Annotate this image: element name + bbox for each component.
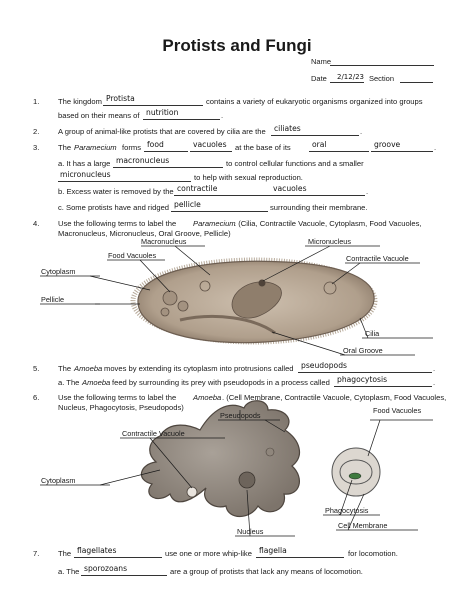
q7-blank2[interactable] (256, 557, 344, 558)
q5a-text: a. The (58, 378, 80, 387)
q3c-answer: pellicle (174, 200, 201, 209)
q2-end: . (360, 127, 363, 136)
label-pseudopods: Pseudopods (220, 411, 261, 420)
label-food-vacuoles: Food Vacuoles (108, 251, 157, 260)
food-vacuole-shape (161, 308, 169, 316)
q3-end: . (434, 143, 437, 152)
q3b-text: b. Excess water is removed by the (58, 187, 174, 196)
food-vacuole-shape (178, 301, 188, 311)
q5a-answer: phagocytosis (337, 375, 388, 384)
q7-blank1[interactable] (74, 557, 162, 558)
q7-text: The (58, 549, 72, 558)
q5-number: 5. (33, 364, 40, 373)
q3c-end: surrounding their membrane. (270, 203, 368, 212)
q5a-end: . (433, 378, 436, 387)
q1-number: 1. (33, 97, 40, 106)
q6-text2: . (Cell Membrane, Contractile Vacuole, Cytoplasm, Food Vacuoles, (222, 393, 447, 402)
label-cell-membrane: Cell Membrane (338, 521, 388, 530)
q3-number: 3. (33, 143, 40, 152)
q2-text: A group of animal-like protists that are covered by cilia are the (58, 127, 266, 136)
q2-answer: ciliates (274, 124, 301, 133)
q5-mid: moves by extending its cytoplasm into protrusions called (104, 364, 294, 373)
q5a-blank[interactable] (334, 386, 432, 387)
q6-italic: Amoeba (193, 393, 222, 402)
label-macronucleus: Macronucleus (141, 237, 187, 246)
q7-answer1: flagellates (77, 546, 117, 555)
q5-italic: Amoeba (74, 364, 103, 373)
label-phagocytosis: Phagocytosis (325, 506, 369, 515)
q3-text: The (58, 143, 72, 152)
nucleus-shape (239, 472, 255, 488)
q5-answer: pseudopods (301, 361, 347, 370)
q7a-answer: sporozoans (84, 564, 128, 573)
contractile-vacuole-shape (187, 487, 197, 497)
q3-mid: forms (122, 143, 141, 152)
q3a-text: a. It has a large (58, 159, 111, 168)
q5-end: . (433, 364, 436, 373)
q3b-answer1: contractile (177, 184, 218, 193)
q7a-end: are a group of protists that lack any means of locomotion. (170, 567, 363, 576)
date-label: Date (311, 74, 327, 83)
q7-number: 7. (33, 549, 40, 558)
label-cytoplasm: Cytoplasm (41, 267, 76, 276)
q3-mid2: at the base of its (235, 143, 291, 152)
q1-line2: based on their means of (58, 111, 140, 120)
label-contractile-vacuole: Contractile Vacuole (346, 254, 409, 263)
q1-answer2: nutrition (146, 108, 179, 117)
label-food-vacuoles-amoeba: Food Vacuoles (373, 406, 422, 415)
q7-mid: use one or more whip-like (165, 549, 252, 558)
q1-end: . (221, 111, 224, 120)
label-oral-groove: Oral Groove (343, 346, 383, 355)
q3-answer3: oral (312, 140, 327, 149)
label-cytoplasm-amoeba: Cytoplasm (41, 476, 76, 485)
section-label: Section (369, 74, 395, 83)
q6-number: 6. (33, 393, 40, 402)
q6-text: Use the following terms to label the (58, 393, 177, 402)
q7-end: for locomotion. (348, 549, 398, 558)
date-value: 2/12/23 (337, 73, 364, 81)
food-vacuole-shape (163, 291, 177, 305)
q3a-answer: macronucleus (116, 156, 170, 165)
q7a-text: a. The (58, 567, 80, 576)
q5-blank[interactable] (298, 372, 432, 373)
q5-text: The (58, 364, 72, 373)
prey-shape (349, 473, 361, 479)
page-title: Protists and Fungi (162, 36, 312, 55)
q7a-blank[interactable] (81, 575, 167, 576)
name-label: Name (311, 57, 332, 66)
q5a-mid: feed by surrounding its prey with pseudopods in a process called (112, 378, 330, 387)
q1-text: The kingdom (58, 97, 102, 106)
q1-answer: Protista (106, 94, 135, 103)
q3a-answer2: micronucleus (60, 170, 111, 179)
phagocytosis-inset (332, 448, 380, 496)
label-pellicle: Pellicle (41, 295, 65, 304)
label-micronucleus: Micronucleus (308, 237, 351, 246)
food-vacuole-shape (266, 448, 274, 456)
q3c-text: c. Some protists have and ridged (58, 203, 170, 212)
q3-answer2: vacuoles (193, 140, 227, 149)
q4-italic: Paramecium (193, 219, 236, 228)
q3b-answer2: vacuoles (273, 184, 307, 193)
q4-text2: . (Cilia, Contractile Vacuole, Cytoplasm, Food Vacuoles, (234, 219, 422, 228)
q5a-italic: Amoeba (82, 378, 111, 387)
q1-text-cont: contains a variety of eukaryotic organisms organized into groups (206, 97, 423, 106)
q3a-mid: to control cellular functions and a smaller (226, 159, 364, 168)
q7-answer2: flagella (259, 546, 287, 555)
label-nucleus: Nucleus (237, 527, 264, 536)
q6-line2: Nucleus, Phagocytosis, Pseudopods) (58, 403, 184, 412)
q3-answer4: groove (374, 140, 401, 149)
label-contractile-vacuole-amoeba: Contractile Vacuole (122, 429, 185, 438)
q4-text: Use the following terms to label the (58, 219, 177, 228)
q4-line2: Macronucleus, Micronucleus, Oral Groove, Pellicle) (58, 229, 231, 238)
q4-number: 4. (33, 219, 40, 228)
q3b-end: . (366, 187, 369, 196)
label-cilia: Cilia (365, 329, 380, 338)
q3-italic: Paramecium (74, 143, 117, 152)
q3-answer1: food (147, 140, 164, 149)
q2-number: 2. (33, 127, 40, 136)
q3a-end: to help with sexual reproduction. (194, 173, 303, 182)
